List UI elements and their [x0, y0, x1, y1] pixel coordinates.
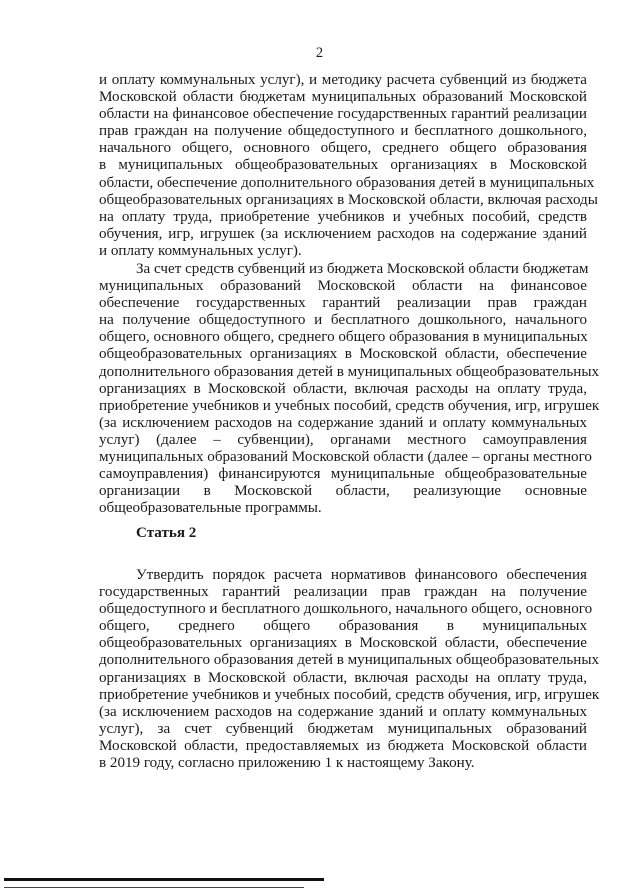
- text-line: на получение общедоступного и бесплатного дошкольного, начального: [99, 312, 587, 329]
- text-line: в муниципальных общеобразовательных организациях в Московской: [99, 157, 587, 174]
- text-line: Московской области, предоставляемых из бюджета Московской области: [99, 737, 587, 754]
- text-line: государственных гарантий реализации прав граждан на получение: [99, 584, 587, 601]
- text-line: общедоступного и бесплатного дошкольного, начального общего, основного: [99, 601, 593, 618]
- text-line: области на финансовое обеспечение государственных гарантий реализации: [99, 106, 587, 123]
- text-line: общеобразовательных организациях в Московской области, обеспечение: [99, 635, 587, 652]
- text-line: организации в Московской области, реализующие основные: [99, 483, 587, 500]
- text-line: муниципальных образований Московской области (далее – органы местного: [99, 449, 592, 466]
- text-line: в 2019 году, согласно приложению 1 к настоящему Закону.: [99, 755, 475, 772]
- text-line: общего, среднего общего образования в муниципальных: [99, 618, 587, 635]
- page-number: 2: [315, 45, 324, 61]
- text-line: самоуправления) финансируются муниципальные общеобразовательные: [99, 466, 587, 483]
- paragraph-article-2: [99, 567, 600, 772]
- text-line: общего, основного общего, среднего общего образования в муниципальных: [99, 329, 588, 346]
- text-line: Утвердить порядок расчета нормативов финансового обеспечения: [136, 567, 587, 583]
- text-line: на оплату труда, приобретение учебников и учебных пособий, средств: [99, 208, 587, 225]
- text-line: общеобразовательных организациях в Московской области, обеспечение: [99, 346, 587, 363]
- text-line: обучения, игр, игрушек (за исключением расходов на содержание зданий: [99, 225, 587, 242]
- text-line: услуг) (далее – субвенции), органами местного самоуправления: [99, 431, 587, 448]
- text-line: организациях в Московской области, включая расходы на оплату труда,: [99, 669, 587, 686]
- text-line: дополнительного образования детей в муниципальных общеобразовательных: [99, 652, 600, 669]
- paragraph-continuation: [99, 72, 598, 260]
- text-line: (за исключением расходов на содержание зданий и оплату коммунальных: [99, 414, 587, 431]
- text-line: области, обеспечение дополнительного образования детей в муниципальных: [99, 174, 595, 191]
- text-line: общеобразовательные программы.: [99, 500, 322, 517]
- text-line: Московской области бюджетам муниципальных образований Московской: [99, 89, 587, 106]
- text-line: дополнительного образования детей в муниципальных общеобразовательных: [99, 363, 600, 380]
- text-line: обеспечение государственных гарантий реализации прав граждан: [99, 295, 587, 312]
- text-line: За счет средств субвенций из бюджета Московской области бюджетам: [136, 261, 589, 277]
- text-line: услуг), за счет субвенций бюджетам муниципальных образований: [99, 720, 587, 737]
- text-line: начального общего, основного общего, среднего общего образования: [99, 140, 587, 157]
- text-line: (за исключением расходов на содержание зданий и оплату коммунальных: [99, 703, 587, 720]
- text-line: приобретение учебников и учебных пособий, средств обучения, игр, игрушек: [99, 397, 600, 414]
- text-line: муниципальных образований Московской области на финансовое: [99, 278, 587, 295]
- text-line: организациях в Московской области, включая расходы на оплату труда,: [99, 380, 587, 397]
- text-line: общеобразовательных организациях в Московской области, включая расходы: [99, 191, 598, 208]
- article-heading: Статья 2: [136, 525, 197, 541]
- text-line: приобретение учебников и учебных пособий, средств обучения, игр, игрушек: [99, 686, 600, 703]
- text-line: и оплату коммунальных услуг), и методику расчета субвенций из бюджета: [99, 72, 587, 88]
- paragraph-subventions: [99, 261, 600, 517]
- scan-edge-mark: [4, 887, 304, 888]
- scan-edge-mark: [4, 878, 324, 881]
- text-line: и оплату коммунальных услуг).: [99, 242, 302, 259]
- text-line: прав граждан на получение общедоступного и бесплатного дошкольного,: [99, 123, 587, 140]
